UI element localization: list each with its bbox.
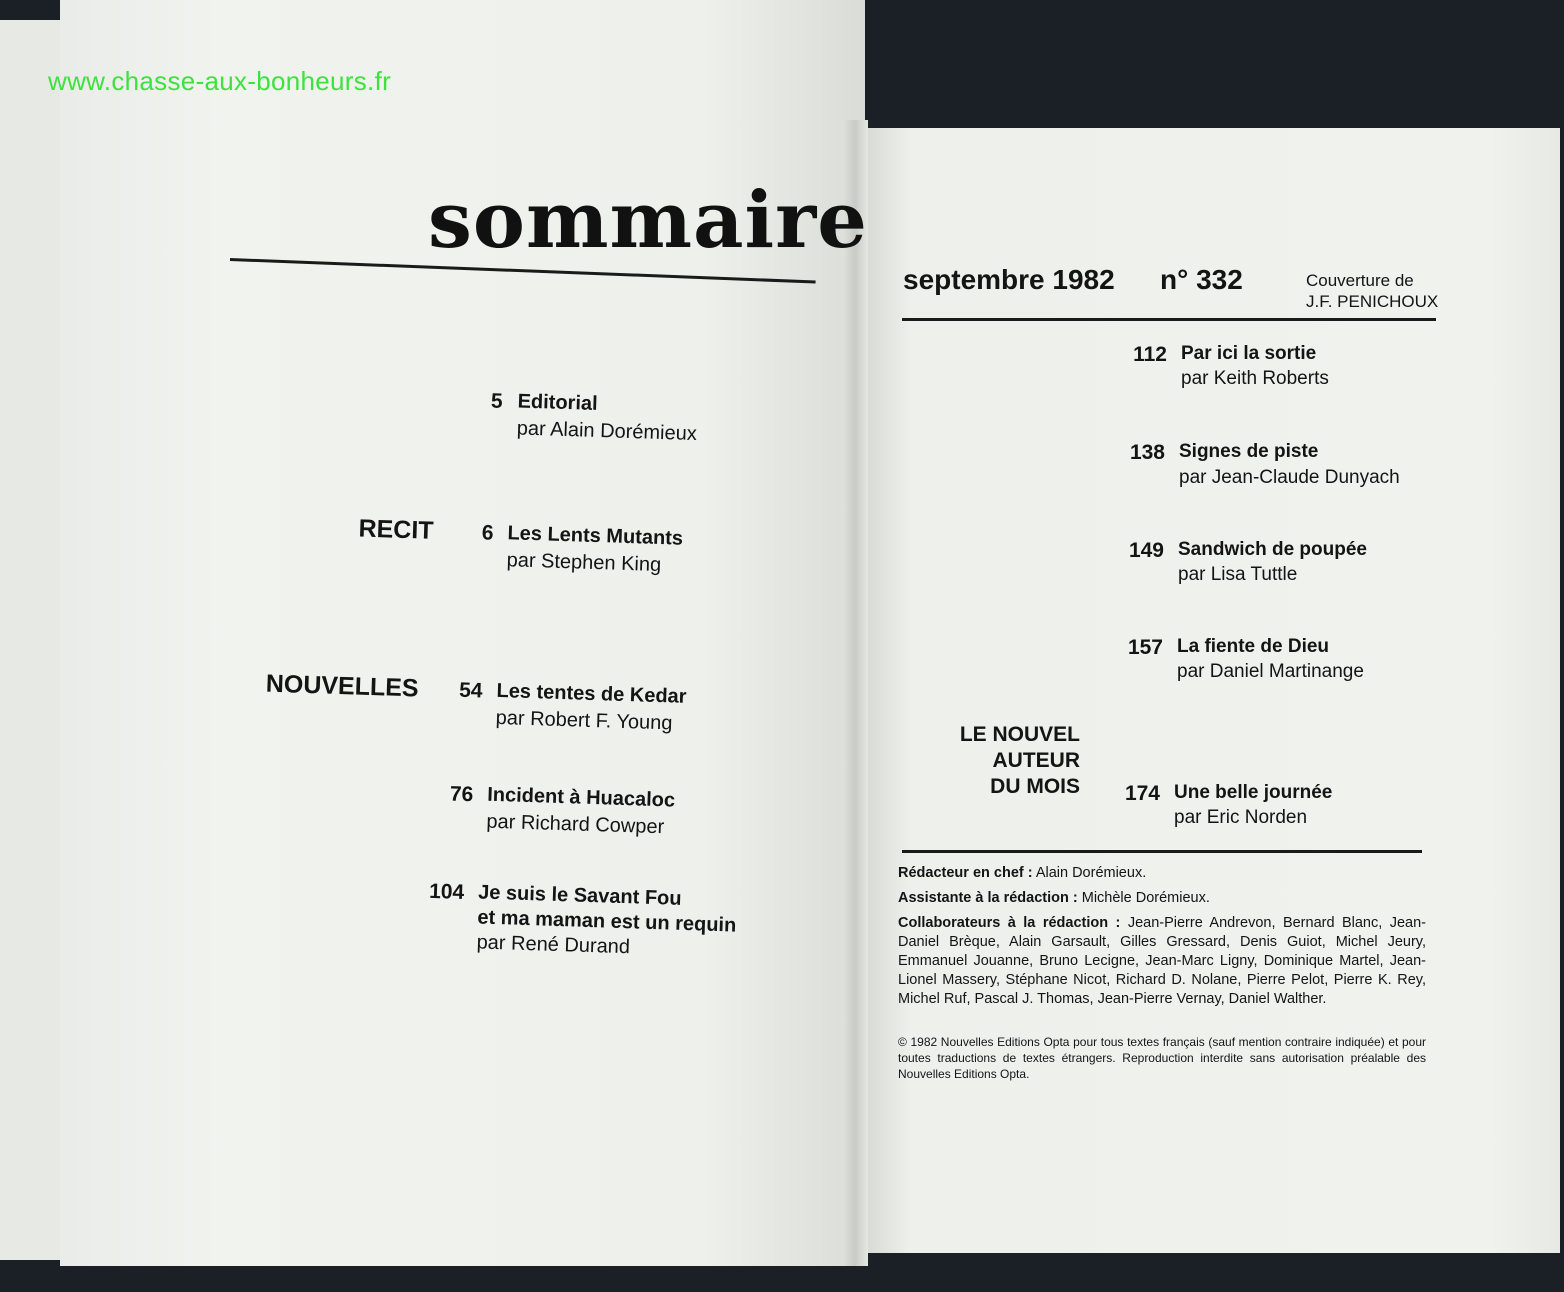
toc-author: par Robert F. Young xyxy=(495,706,673,735)
toc-author: par René Durand xyxy=(476,931,631,959)
toc-title: Une belle journée xyxy=(1174,782,1333,803)
toc-page-number: 138 xyxy=(1129,441,1165,464)
credits-block xyxy=(898,864,1426,1009)
cover-credit-artist: J.F. PENICHOUX xyxy=(1306,292,1439,311)
section-label-line: AUTEUR xyxy=(992,749,1080,772)
credit-chief xyxy=(898,864,1426,883)
toc-title: Les tentes de Kedar xyxy=(496,679,687,708)
page-title: sommaire xyxy=(428,175,868,266)
toc-title: La fiente de Dieu xyxy=(1177,636,1330,657)
credit-value: Jean-Pierre Andrevon, Bernard Blanc, Jean-Daniel Brèque, Alain Garsault, Gilles Gressard, Denis Guiot, Michel Jeury, Emmanuel Jouanne, Bruno Lecigne, Jean-Marc Ligny, Dominique Martel, Jean-Lionel Massery, Stéphane Nicot, Richard D. Nolane, Pierre Pelot, Pierre K. Rey, Michel Ruf, Pascal J. Thomas, Jean-Pierre Vernay, Daniel Walther. xyxy=(898,915,1426,1007)
copyright-notice: © 1982 Nouvelles Editions Opta pour tous textes français (sauf mention contraire indiquée) et pour toutes traductions de textes étrangers. Reproduction interdite sans autorisation préalable des Nouvelles Editions Opta. xyxy=(898,1035,1426,1081)
toc-author: par Lisa Tuttle xyxy=(1178,564,1298,585)
toc-page-number: 149 xyxy=(1128,539,1164,562)
section-label-line: DU MOIS xyxy=(990,775,1080,798)
section-label-nouvel-auteur xyxy=(900,722,1080,800)
toc-author: par Alain Dorémieux xyxy=(516,417,698,446)
toc-page-number: 54 xyxy=(458,678,483,703)
toc-page-number: 174 xyxy=(1124,782,1160,805)
toc-author: par Eric Norden xyxy=(1174,807,1308,828)
cover-credit-label: Couverture de xyxy=(1306,271,1414,290)
section-label-nouvelles: NOUVELLES xyxy=(265,669,420,703)
toc-title: Editorial xyxy=(517,390,598,415)
toc-title-line2: et ma maman est un requin xyxy=(477,906,737,937)
toc-title: Incident à Huacaloc xyxy=(486,783,676,812)
toc-author: par Keith Roberts xyxy=(1181,368,1329,389)
toc-author: par Jean-Claude Dunyach xyxy=(1179,467,1400,488)
toc-author: par Stephen King xyxy=(506,549,662,577)
credit-collaborators xyxy=(898,914,1426,1009)
toc-title: Signes de piste xyxy=(1179,441,1319,462)
credit-label: Collaborateurs à la rédaction : xyxy=(898,915,1121,931)
toc-title: Les Lents Mutants xyxy=(507,522,684,550)
header-rule xyxy=(902,318,1436,321)
toc-page-number: 76 xyxy=(449,782,474,807)
issue-date: septembre 1982 xyxy=(903,264,1115,295)
toc-page-number: 157 xyxy=(1127,636,1163,659)
toc-title: Par ici la sortie xyxy=(1181,343,1317,364)
toc-page-number: 112 xyxy=(1133,343,1167,366)
right-page xyxy=(855,128,1560,1253)
watermark-url: www.chasse-aux-bonheurs.fr xyxy=(48,66,392,96)
issue-number: n° 332 xyxy=(1160,264,1243,295)
toc-page-number: 104 xyxy=(428,879,465,905)
credit-value: Michèle Dorémieux. xyxy=(1081,890,1210,906)
section-label-recit: RECIT xyxy=(358,514,434,545)
credits-rule xyxy=(902,850,1422,853)
toc-title: Sandwich de poupée xyxy=(1178,539,1367,560)
credit-value: Alain Dorémieux. xyxy=(1035,865,1147,881)
toc-author: par Daniel Martinange xyxy=(1177,661,1364,682)
credit-assistant xyxy=(898,889,1426,908)
credit-label: Rédacteur en chef : xyxy=(898,865,1033,881)
credit-label: Assistante à la rédaction : xyxy=(898,890,1078,906)
section-label-line: LE NOUVEL xyxy=(959,723,1080,746)
toc-page-number: 6 xyxy=(481,521,494,545)
toc-page-number: 5 xyxy=(490,389,503,413)
toc-author: par Richard Cowper xyxy=(486,810,665,839)
toc-title: Je suis le Savant Fou xyxy=(477,881,682,910)
